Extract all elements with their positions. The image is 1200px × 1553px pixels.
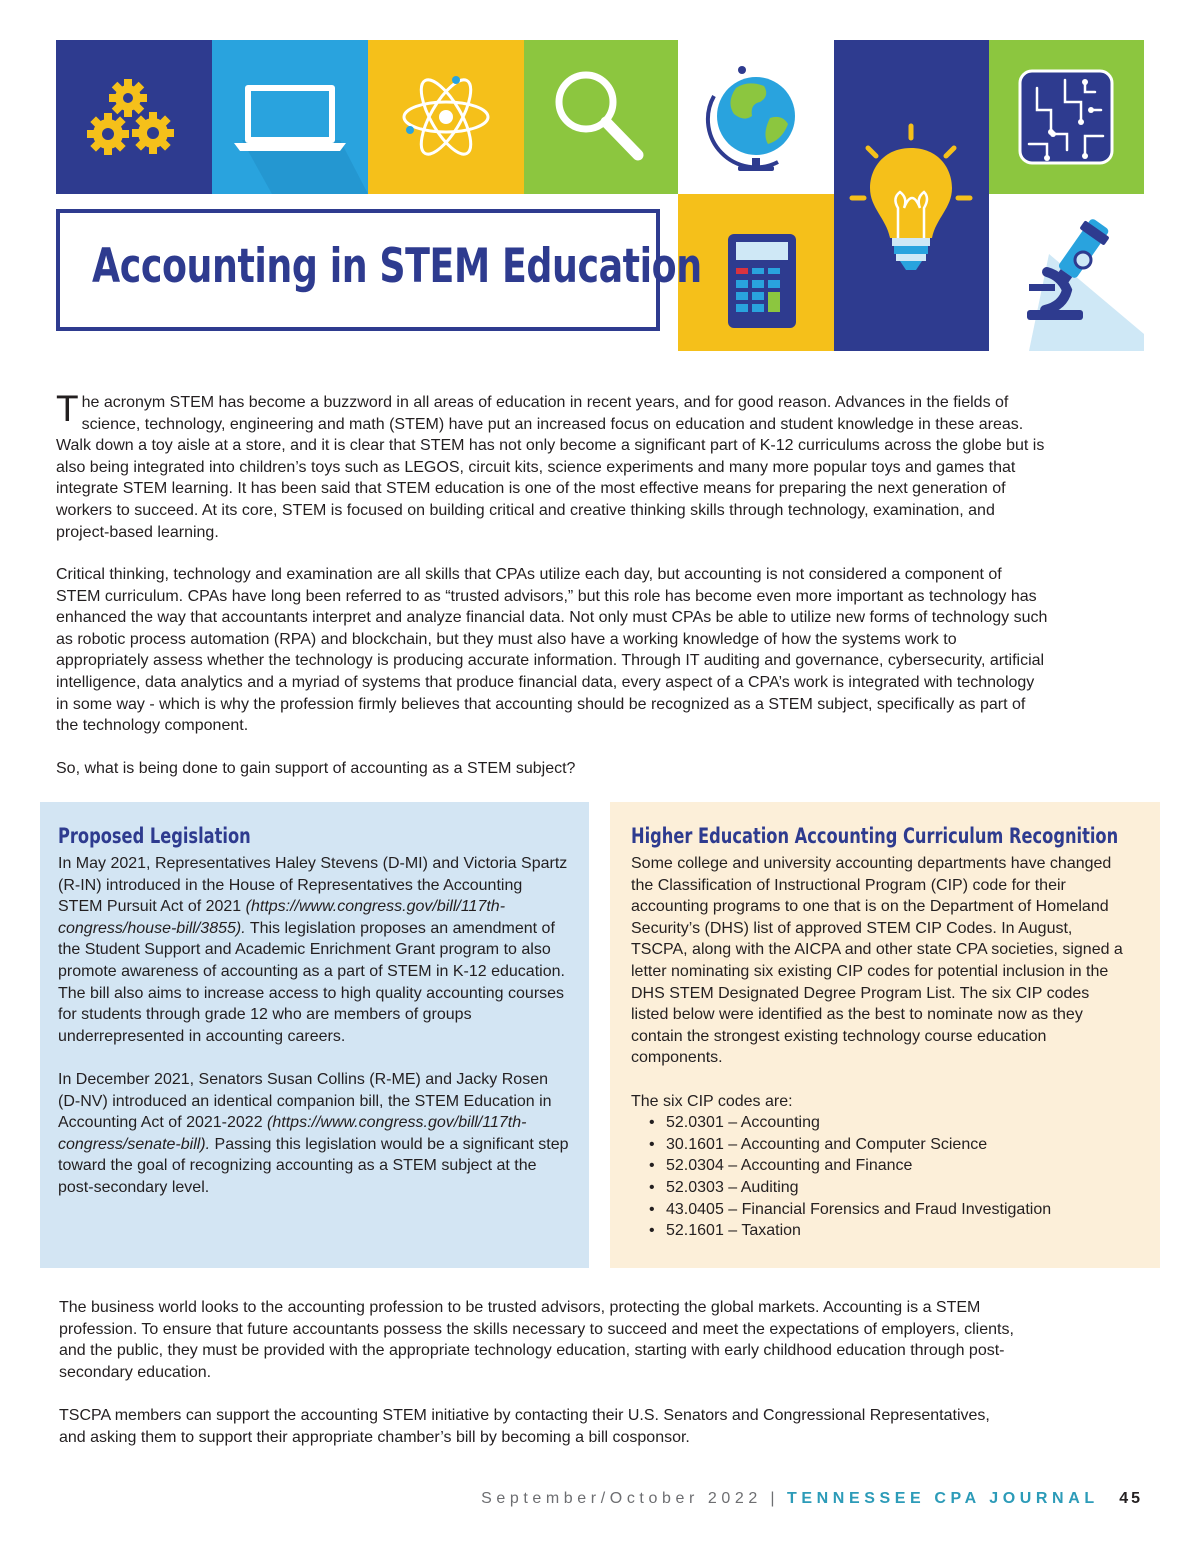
gears-icon [56, 40, 212, 194]
tile-laptop [212, 40, 368, 194]
microscope-icon [989, 194, 1144, 351]
tile-magnifier [524, 40, 678, 194]
cip-code-item: • 43.0405 – Financial Forensics and Fraud Investigation [649, 1199, 1131, 1221]
legislation-paragraph-1 [58, 853, 570, 1047]
closing-paragraph-1: The business world looks to the accounting profession to be trusted advisors, protecting the global markets. Accounting is a STEM profession. To ensure that future accountants possess the skills necessary to succeed and meet the expectations of employers, clients, and the public, they must be provided with the appropriate technology education, starting with early childhood education through post-secondary education. [59, 1299, 1014, 1381]
tile-circuit [989, 40, 1144, 194]
footer-journal-name: TENNESSEE CPA JOURNAL [787, 1490, 1099, 1507]
intro-paragraph-3: So, what is being done to gain support of accounting as a STEM subject? [56, 760, 576, 777]
title-box [56, 209, 702, 331]
footer-separator: | [770, 1490, 775, 1507]
tile-atom [368, 40, 524, 194]
cip-code-item: • 52.0304 – Accounting and Finance [649, 1155, 1131, 1177]
page-title: Accounting in STEM Education [92, 239, 702, 294]
magnifier-icon [524, 40, 678, 194]
cip-code-item: • 52.0301 – Accounting [649, 1112, 1131, 1134]
intro-paragraph-2: Critical thinking, technology and examination are all skills that CPAs utilize each day, but accounting is not considered a component of STEM curriculum. CPAs have long been referred to as “trusted advisors,” but this role has become even more important as technology has enhanced the way that accountants interpret and analyze financial data. Not only must CPAs be able to utilize new forms of technology such as robotic process automation (RPA) and blockchain, but they must also have a working knowledge of how the systems work to appropriately assess whether the technology is producing accurate information. Through IT auditing and governance, cybersecurity, artificial intelligence, data analytics and a myriad of systems that produce financial data, every aspect of a CPA’s work is integrated with technology in some way - which is why the profession firmly believes that accounting should be recognized as a STEM subject, specifically as part of the technology component. [56, 566, 1048, 735]
legislation-box [40, 802, 589, 1268]
atom-icon [368, 40, 524, 194]
laptop-icon [212, 40, 368, 194]
cip-code-list [631, 1112, 1131, 1242]
legislation-p2-text-end: Passing this legislation would be a significant step toward the goal of recognizing accounting as a STEM subject at the post-secondary level. [58, 1135, 569, 1196]
higher-ed-body [631, 853, 1131, 1242]
drop-cap: T [56, 388, 79, 429]
higher-ed-paragraph: Some college and university accounting departments have changed the Classification of Instructional Program (CIP) code for their accounting programs to one that is on the Department of Homeland Security’s (DHS) list of approved STEM CIP Codes. In August, TSCPA, along with the AICPA and other state CPA societies, signed a letter nominating six existing CIP codes for potential inclusion in the DHS STEM Designated Degree Program List. The six CIP codes listed below were identified as the best to nominate now as they contain the strongest existing technology course education components. [631, 855, 1123, 1067]
cip-code-item: • 52.1601 – Taxation [649, 1220, 1131, 1242]
header-banner [0, 0, 1200, 360]
tile-microscope [989, 194, 1144, 351]
page-footer [481, 1490, 1143, 1508]
higher-ed-box [610, 802, 1160, 1268]
legislation-p2-text: In December 2021, Senators Susan Collins (R-ME) and Jacky Rosen (D-NV) introduced an identical companion bill, the STEM Education in Accounting Act of 2021-2022 [58, 1070, 552, 1132]
cip-code-item: • 30.1601 – Accounting and Computer Science [649, 1134, 1131, 1156]
intro-paragraph-1 [56, 388, 1046, 543]
legislation-paragraph-2 [58, 1069, 570, 1199]
intro-paragraph-1-text: he acronym STEM has become a buzzword in all areas of education in recent years, and for good reason. Advances in the fields of science, technology, engineering and math (STEM) have put an increased focus on education and student knowledge in these areas. Walk down a toy aisle at a store, and it is clear that STEM has not only become a significant part of K-12 curriculums across the globe but is also being integrated into children’s toys such as LEGOS, circuit kits, science experiments and many more popular toys and games that integrate STEM learning. It has been said that STEM education is one of the most effective means for preparing the next generation of workers to succeed. At its core, STEM is focused on building critical and creative thinking skills through technology, examination, and project-based learning. [56, 394, 1045, 541]
house-bill-link[interactable]: (https://www.congress.gov/bill/117th-congress/house-bill/3855). [58, 898, 506, 937]
cip-code-item: • 52.0303 – Auditing [649, 1177, 1131, 1199]
higher-ed-heading: Higher Education Accounting Curriculum Recognition [631, 824, 1119, 848]
legislation-p1-text: In May 2021, Representatives Haley Stevens (D-MI) and Victoria Spartz (R-IN) introduced in the House of Representatives the Accounting STEM Pursuit Act of 2021 [58, 855, 568, 916]
cip-list-intro: The six CIP codes are: [631, 1092, 793, 1110]
footer-issue-date: September/October 2022 [481, 1490, 762, 1507]
senate-bill-link[interactable]: (https://www.congress.gov/bill/117th-congress/senate-bill). [58, 1114, 527, 1153]
tile-gears [56, 40, 212, 194]
closing-section [59, 1297, 1019, 1448]
page-number: 45 [1119, 1490, 1143, 1507]
globe-icon [678, 40, 834, 194]
legislation-body [58, 853, 570, 1199]
closing-paragraph-2: TSCPA members can support the accounting STEM initiative by contacting their U.S. Senators and Congressional Representatives, and asking them to support their appropriate chamber’s bill by becoming a bill cosponsor. [59, 1406, 990, 1446]
legislation-p1-text-end: This legislation proposes an amendment of the Student Support and Academic Enrichment Grant program to also promote awareness of accounting as a part of STEM in K-12 education. The bill also aims to increase access to high quality accounting courses for students through grade 12 who are members of groups underrepresented in accounting careers. [58, 919, 565, 1045]
circuit-icon [989, 40, 1144, 194]
tile-globe [678, 40, 834, 194]
tile-lightbulb [834, 40, 989, 351]
lightbulb-icon [834, 40, 989, 351]
legislation-heading: Proposed Legislation [58, 824, 251, 848]
